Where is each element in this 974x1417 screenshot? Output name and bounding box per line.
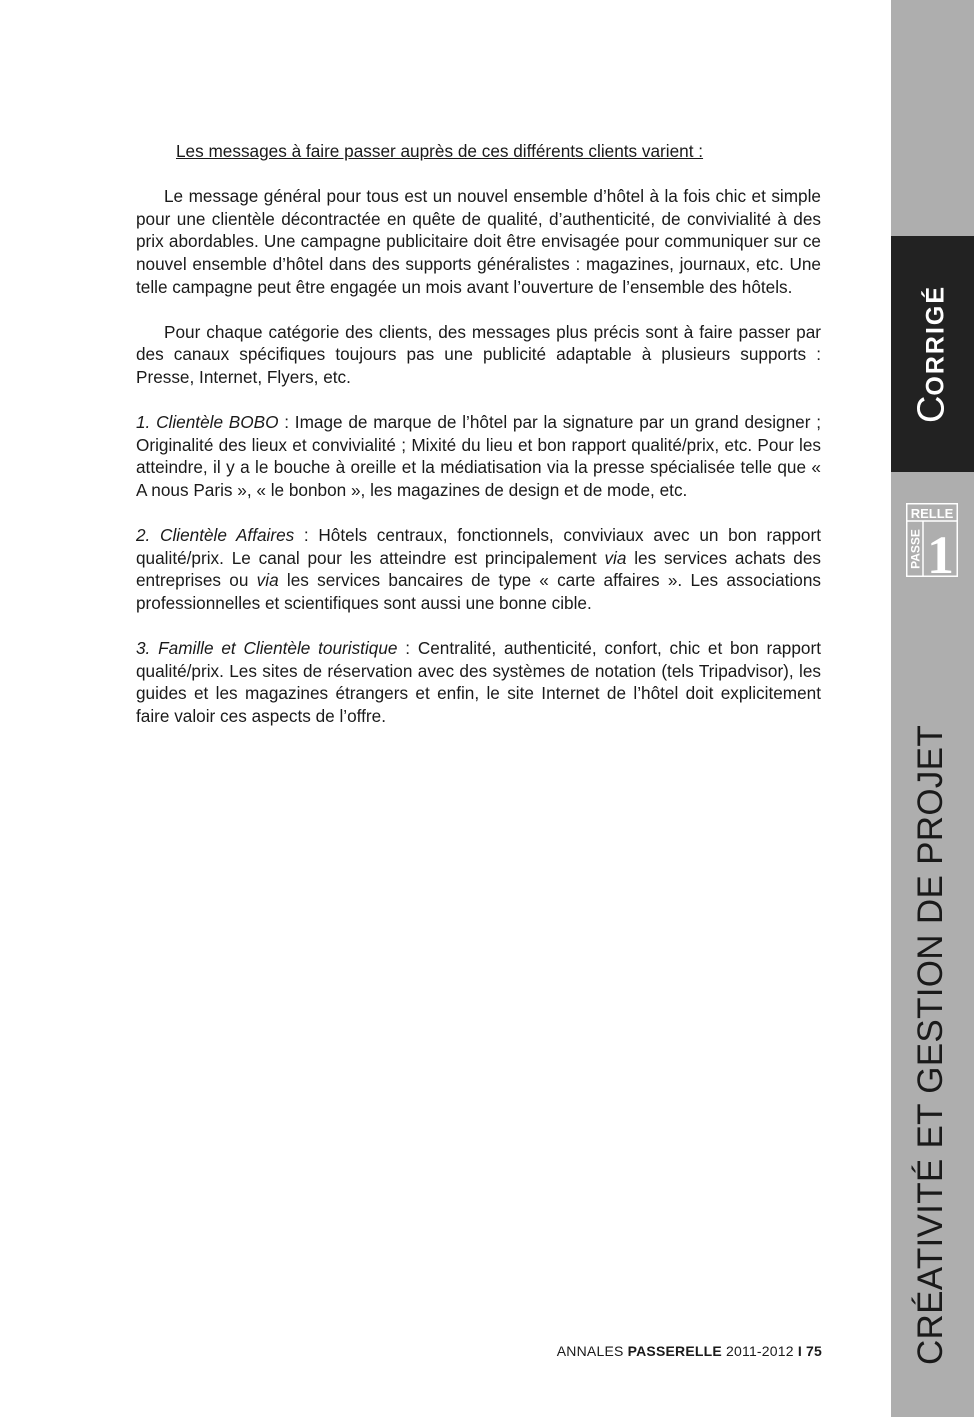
- item-title: 1. Clientèle BOBO: [136, 412, 279, 433]
- item-text: les services achats des entreprises ou: [136, 547, 821, 591]
- corrige-label: [911, 285, 954, 423]
- passerelle-logo-icon: [906, 503, 958, 577]
- page-footer: [557, 1343, 822, 1359]
- right-sidebar: [891, 0, 974, 1417]
- corrige-band: [891, 236, 974, 472]
- item-text: : Hôtels centraux, fonctionnels, conviviaux avec un bon rapport qualité/prix. Le canal pour les atteindre est principalement: [136, 525, 821, 568]
- page-content: [136, 140, 821, 750]
- item-text: : Image de marque de l’hôtel par la signature par un grand designer ; Originalité des lieux et convivialité ; Mixité du lieu et bon rapport qualité/prix, etc. Pour les atteindre, il y a le bouche à oreille et la médiatisation via la presse spécialisée telle que « A nous Paris », « le bonbon », les magazines de design et de mode, etc.: [136, 412, 821, 500]
- section-heading: Les messages à faire passer auprès de ces différents clients varient :: [176, 141, 704, 161]
- logo-number: 1: [927, 525, 954, 577]
- footer-prefix: ANNALES: [556, 1343, 628, 1359]
- item-clientele-bobo: [136, 411, 821, 501]
- item-title: 3. Famille et Clientèle touristique: [136, 638, 398, 659]
- footer-brand: PASSERELLE: [627, 1343, 722, 1359]
- page-number: 75: [801, 1343, 822, 1359]
- paragraph-client-categories: Pour chaque catégorie des clients, des messages plus précis sont à faire passer par des canaux spécifiques toujours pas une publicité adaptable à plusieurs supports : Presse, Internet, Flyers, etc.: [136, 321, 821, 387]
- item-text: : Centralité, authenticité, confort, chic et bon rapport qualité/prix. Les sites de réservation avec des systèmes de notation (tels Tripadvisor), les guides et les magazines étrangers et enfin, le site Internet de l’hôtel doit explicitement faire valoir ces aspects de l’offre.: [136, 638, 821, 726]
- corrige-cap: C: [910, 395, 953, 424]
- logo-top-text: RELLE: [910, 506, 954, 521]
- section-vertical-title: CRÉATIVITÉ ET GESTION DE PROJET: [911, 724, 950, 1366]
- logo-side-text: PASSE: [908, 529, 923, 569]
- paragraph-general-message: Le message général pour tous est un nouvel ensemble d’hôtel à la fois chic et simple pour une clientèle décontractée en quête de qualité, d’authenticité, de convivialité à des prix abordables. Une campagne publicitaire doit être envisagée pour communiquer sur ce nouvel ensemble d’hôtel dans des supports généralistes : magazines, journaux, etc. Une telle campagne peut être engagée un mois avant l’ouverture de l’ensemble des hôtels.: [136, 186, 821, 297]
- item-text: les services bancaires de type « carte affaires ». Les associations professionnelles et scientifiques sont aussi une bonne cible.: [136, 570, 821, 613]
- footer-years: 2011-2012: [721, 1343, 798, 1359]
- footer-separator: I: [797, 1343, 802, 1359]
- item-title: 2. Clientèle Affaires: [136, 525, 295, 546]
- item-clientele-affaires: [136, 524, 821, 614]
- item-text-via: via: [256, 570, 279, 591]
- item-clientele-touristique: [136, 637, 821, 727]
- corrige-rest: ORRIGÉ: [921, 284, 950, 396]
- item-text-via: via: [604, 547, 627, 568]
